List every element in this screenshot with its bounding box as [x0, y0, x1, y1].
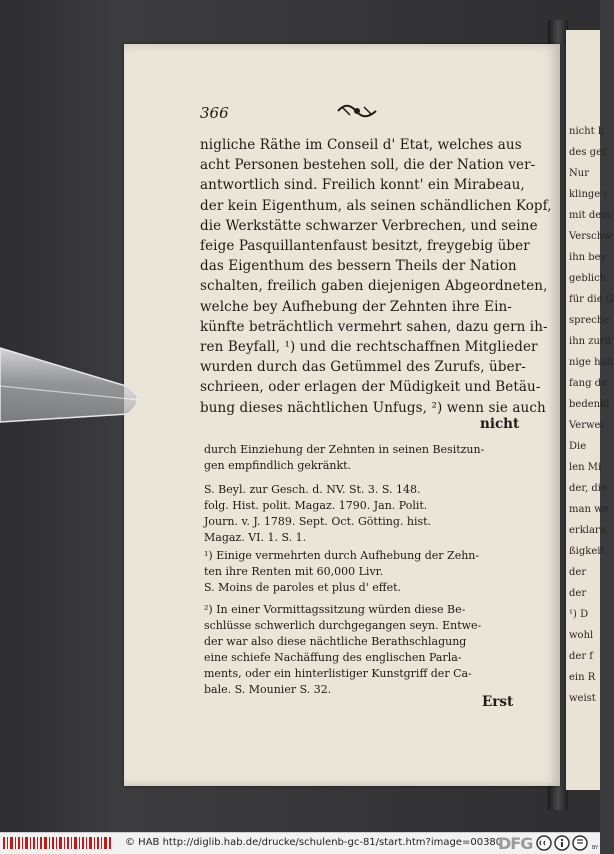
page-clip	[0, 346, 150, 426]
body-line: künfte beträchtlich vermehrt sahen, dazu gern ih-	[200, 318, 548, 335]
next-page-fragment: der	[569, 588, 587, 599]
footnote-line: durch Einziehung der Zehnten in seinen Besitzun-	[204, 443, 485, 456]
body-line: schrieen, oder erlagen der Müdigkeit und Betäu-	[200, 379, 541, 396]
next-page-fragment: bedenkl	[569, 399, 610, 410]
next-page-fragment: Verschw	[569, 231, 612, 242]
next-page-fragment: erklaru	[569, 525, 607, 536]
footnote-line: Journ. v. J. 1789. Sept. Oct. Götting. hist.	[204, 515, 432, 528]
footnote-line: eine schiefe Nachäffung des englischen Parla-	[204, 651, 462, 664]
body-line: welche bey Aufhebung der Zehnten ihre Ein-	[200, 298, 512, 315]
body-line: feige Pasquillantenfaust besitzt, freygebig über	[200, 238, 530, 254]
next-page-fragment: weist	[569, 693, 596, 704]
next-page-fragment: len Mi	[569, 462, 602, 473]
footnote-line: S. Beyl. zur Gesch. d. NV. St. 3. S. 148.	[204, 483, 421, 496]
ornament-icon	[336, 102, 378, 120]
next-page-fragment: Die	[569, 441, 587, 452]
body-line: bung dieses nächtlichen Unfugs, ²) wenn sie auch	[200, 399, 546, 416]
footnote-line: Magaz. VI. 1. S. 1.	[204, 531, 307, 544]
license-icons	[536, 835, 598, 851]
book-page	[124, 44, 560, 786]
next-page-fragment: spreche	[569, 315, 610, 326]
next-page-fragment: nige hab	[569, 357, 613, 368]
body-line: das Eigenthum des bessern Theils der Nation	[200, 258, 517, 275]
body-line: schalten, freilich gaben diejenigen Abgeordneten,	[200, 278, 548, 295]
next-page-edge	[566, 30, 614, 790]
next-page-fragment: ßigkeit	[569, 546, 605, 557]
next-page-fragment: ein R	[569, 672, 596, 683]
next-page-fragment: für die G	[569, 294, 614, 305]
body-line: der kein Eigenthum, als seinen schändlichen Kopf,	[200, 197, 552, 214]
catchword: Erst	[482, 694, 514, 710]
body-catchword: nicht	[480, 416, 520, 432]
footnote-line: S. Moins de paroles et plus d' effet.	[204, 581, 401, 594]
body-line: die Werkstätte schwarzer Verbrechen, und seine	[200, 217, 538, 234]
next-page-fragment: klinge i	[569, 189, 607, 200]
dfg-logo: DFG	[498, 834, 533, 853]
next-page-fragment: ¹) D	[569, 609, 589, 620]
page-number: 366	[200, 104, 229, 122]
footnote-line: der war also diese nächtliche Berathschlagung	[204, 635, 467, 648]
next-page-fragment: des gef	[569, 147, 606, 158]
footnote-line: folg. Hist. polit. Magaz. 1790. Jan. Polit.	[204, 499, 428, 512]
next-page-fragment: Verwei	[569, 420, 604, 431]
next-page-fragment: der f	[569, 651, 593, 662]
footnote-line: ments, oder ein hinterlistiger Kunstgriff der Ca-	[204, 667, 472, 680]
footnote-line: bale. S. Mounier S. 32.	[204, 683, 332, 696]
next-page-fragment: der, die	[569, 483, 607, 494]
next-page-fragment: geblich	[569, 273, 607, 284]
footnote-line: ¹) Einige vermehrten durch Aufhebung der Zehn-	[204, 549, 480, 562]
body-line: wurden durch das Getümmel des Zurufs, über-	[200, 359, 526, 376]
footnote-line: schlüsse schwerlich durchgegangen seyn. Entwe-	[204, 619, 482, 632]
next-page-fragment: man we	[569, 504, 609, 515]
body-line: nigliche Räthe im Conseil d' Etat, welches aus	[200, 137, 522, 153]
next-page-fragment: Nur	[569, 168, 589, 179]
next-page-fragment: wohl	[569, 630, 594, 641]
svg-text:BY: BY	[592, 845, 599, 851]
next-page-fragment: nicht b	[569, 126, 605, 137]
next-page-fragment: der	[569, 567, 587, 578]
next-page-fragment: fang de	[569, 378, 608, 389]
next-page-fragment: mit dem	[569, 210, 611, 221]
body-line: ren Beyfall, ¹) und die rechtschaffnen Mitglieder	[200, 339, 538, 355]
next-page-fragment: ihn zurü	[569, 336, 612, 347]
barcode-icon	[3, 837, 111, 849]
viewer-footer	[0, 832, 600, 854]
next-page-fragment: ihn bey	[569, 252, 607, 263]
footnote-line: gen empfindlich gekränkt.	[204, 459, 352, 472]
footnote-line: ten ihre Renten mit 60,000 Livr.	[204, 565, 384, 578]
footer-credit: © HAB http://diglib.hab.de/drucke/schulenb-gc-81/start.htm?image=00380	[125, 837, 503, 848]
body-line: acht Personen bestehen soll, die der Nation ver-	[200, 157, 536, 174]
footnote-line: ²) In einer Vormittagssitzung würden diese Be-	[204, 603, 466, 616]
body-line: antwortlich sind. Freilich konnt' ein Mirabeau,	[200, 177, 525, 194]
